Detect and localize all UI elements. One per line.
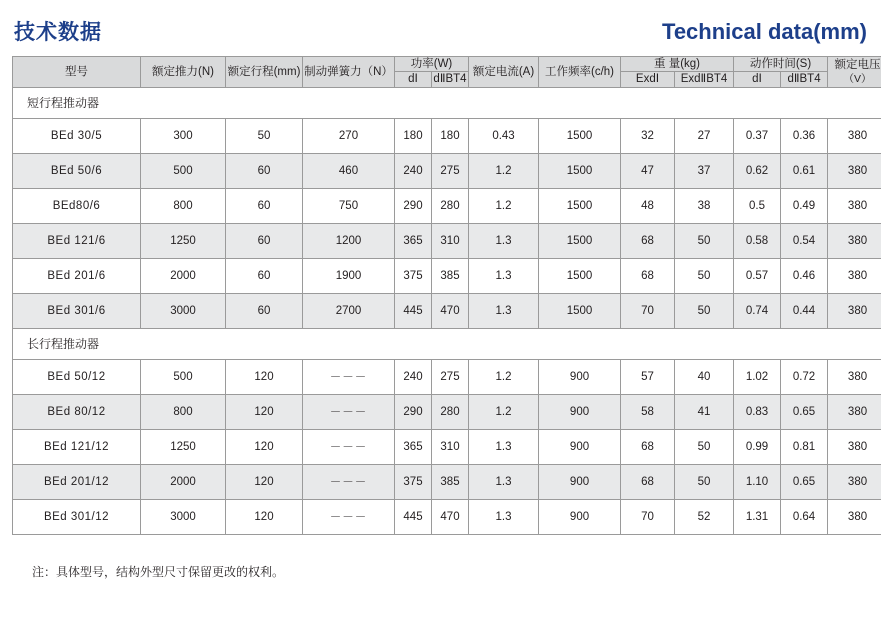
table-section-row bbox=[13, 328, 881, 359]
table-row bbox=[13, 499, 881, 534]
header-model: 型号 bbox=[13, 57, 141, 88]
header-brake-spring-force: 制动弹簧力（N） bbox=[303, 57, 395, 88]
header-rated-thrust: 额定推力(N) bbox=[141, 57, 226, 88]
cell-time-d1: 0.62 bbox=[734, 153, 781, 188]
cell-brake-spring-force: 2700 bbox=[303, 293, 395, 328]
cell-time-d1: 1.31 bbox=[734, 499, 781, 534]
cell-work-frequency: 900 bbox=[539, 429, 621, 464]
cell-rated-stroke: 120 bbox=[226, 429, 303, 464]
cell-rated-thrust: 300 bbox=[141, 118, 226, 153]
cell-time-d2: 0.81 bbox=[781, 429, 828, 464]
header-rated-voltage-main: 额定电压 bbox=[834, 59, 881, 72]
cell-rated-stroke: 60 bbox=[226, 293, 303, 328]
cell-model: BEd 121/6 bbox=[13, 223, 141, 258]
cell-brake-spring-force: －－－ bbox=[303, 429, 395, 464]
cell-work-frequency: 900 bbox=[539, 499, 621, 534]
cell-weight-exd1: 68 bbox=[621, 223, 675, 258]
cell-weight-exd1: 57 bbox=[621, 359, 675, 394]
table-row bbox=[13, 258, 881, 293]
cell-time-d2: 0.61 bbox=[781, 153, 828, 188]
header-rated-current: 额定电流(A) bbox=[469, 57, 539, 88]
cell-rated-current: 0.43 bbox=[469, 118, 539, 153]
cell-weight-exd1: 47 bbox=[621, 153, 675, 188]
cell-weight-exd2: 41 bbox=[675, 394, 734, 429]
cell-model: BEd 50/12 bbox=[13, 359, 141, 394]
cell-rated-voltage: 380 bbox=[828, 499, 881, 534]
cell-rated-thrust: 2000 bbox=[141, 464, 226, 499]
cell-weight-exd1: 68 bbox=[621, 429, 675, 464]
header-rated-voltage bbox=[828, 57, 881, 88]
table-row bbox=[13, 464, 881, 499]
cell-time-d2: 0.72 bbox=[781, 359, 828, 394]
page-title-cn: 技术数据 bbox=[14, 21, 102, 44]
cell-weight-exd2: 50 bbox=[675, 258, 734, 293]
cell-power-d2: 470 bbox=[432, 293, 469, 328]
header-time-d1: dⅠ bbox=[734, 72, 781, 87]
cell-rated-voltage: 380 bbox=[828, 293, 881, 328]
cell-weight-exd1: 68 bbox=[621, 464, 675, 499]
cell-brake-spring-force: －－－ bbox=[303, 499, 395, 534]
cell-rated-current: 1.3 bbox=[469, 223, 539, 258]
cell-power-d1: 290 bbox=[395, 188, 432, 223]
cell-work-frequency: 1500 bbox=[539, 223, 621, 258]
table-note: 注：具体型号，结构外型尺寸保留更改的权利。 bbox=[32, 564, 285, 579]
cell-power-d1: 290 bbox=[395, 394, 432, 429]
header-weight: 重 量(kg) bbox=[621, 57, 734, 72]
cell-rated-stroke: 120 bbox=[226, 499, 303, 534]
cell-work-frequency: 1500 bbox=[539, 293, 621, 328]
cell-power-d2: 180 bbox=[432, 118, 469, 153]
cell-work-frequency: 1500 bbox=[539, 118, 621, 153]
cell-power-d1: 445 bbox=[395, 293, 432, 328]
cell-weight-exd1: 32 bbox=[621, 118, 675, 153]
cell-work-frequency: 1500 bbox=[539, 188, 621, 223]
cell-weight-exd1: 68 bbox=[621, 258, 675, 293]
header-power: 功率(W) bbox=[395, 57, 469, 72]
cell-rated-stroke: 60 bbox=[226, 223, 303, 258]
cell-power-d2: 385 bbox=[432, 464, 469, 499]
table-row bbox=[13, 188, 881, 223]
cell-time-d2: 0.54 bbox=[781, 223, 828, 258]
cell-brake-spring-force: 1200 bbox=[303, 223, 395, 258]
cell-weight-exd1: 48 bbox=[621, 188, 675, 223]
cell-rated-stroke: 120 bbox=[226, 359, 303, 394]
cell-model: BEd 50/6 bbox=[13, 153, 141, 188]
cell-power-d2: 275 bbox=[432, 359, 469, 394]
header-time-d2: dⅡBT4 bbox=[781, 72, 828, 87]
cell-weight-exd1: 70 bbox=[621, 293, 675, 328]
header-action-time: 动作时间(S) bbox=[734, 57, 828, 72]
cell-rated-voltage: 380 bbox=[828, 258, 881, 293]
table-row bbox=[13, 359, 881, 394]
page-header bbox=[12, 0, 869, 56]
cell-time-d2: 0.46 bbox=[781, 258, 828, 293]
cell-time-d1: 1.02 bbox=[734, 359, 781, 394]
cell-rated-voltage: 380 bbox=[828, 394, 881, 429]
cell-rated-thrust: 1250 bbox=[141, 223, 226, 258]
cell-time-d2: 0.44 bbox=[781, 293, 828, 328]
cell-time-d1: 0.83 bbox=[734, 394, 781, 429]
cell-time-d1: 0.37 bbox=[734, 118, 781, 153]
header-rated-voltage-unit: （V） bbox=[843, 72, 872, 85]
cell-power-d1: 375 bbox=[395, 258, 432, 293]
header-rated-stroke: 额定行程(mm) bbox=[226, 57, 303, 88]
cell-rated-voltage: 380 bbox=[828, 118, 881, 153]
cell-rated-voltage: 380 bbox=[828, 188, 881, 223]
cell-rated-voltage: 380 bbox=[828, 223, 881, 258]
cell-power-d1: 365 bbox=[395, 429, 432, 464]
cell-time-d1: 0.99 bbox=[734, 429, 781, 464]
cell-rated-voltage: 380 bbox=[828, 359, 881, 394]
cell-power-d1: 180 bbox=[395, 118, 432, 153]
cell-model: BEd 80/12 bbox=[13, 394, 141, 429]
cell-power-d1: 240 bbox=[395, 153, 432, 188]
cell-time-d2: 0.64 bbox=[781, 499, 828, 534]
cell-power-d2: 385 bbox=[432, 258, 469, 293]
cell-rated-thrust: 2000 bbox=[141, 258, 226, 293]
table-row bbox=[13, 293, 881, 328]
cell-power-d1: 445 bbox=[395, 499, 432, 534]
table-section-label: 长行程推动器 bbox=[13, 328, 881, 359]
cell-rated-current: 1.3 bbox=[469, 499, 539, 534]
cell-rated-thrust: 500 bbox=[141, 359, 226, 394]
cell-rated-thrust: 1250 bbox=[141, 429, 226, 464]
table-row bbox=[13, 394, 881, 429]
cell-rated-stroke: 120 bbox=[226, 464, 303, 499]
cell-rated-stroke: 60 bbox=[226, 153, 303, 188]
cell-power-d1: 365 bbox=[395, 223, 432, 258]
table-row bbox=[13, 429, 881, 464]
table-section-label: 短行程推动器 bbox=[13, 87, 881, 118]
cell-weight-exd2: 50 bbox=[675, 223, 734, 258]
header-weight-exd2: ExdⅡBT4 bbox=[675, 72, 734, 87]
cell-weight-exd2: 50 bbox=[675, 464, 734, 499]
cell-model: BEd 201/6 bbox=[13, 258, 141, 293]
table-row bbox=[13, 223, 881, 258]
cell-time-d2: 0.49 bbox=[781, 188, 828, 223]
cell-model: BEd 201/12 bbox=[13, 464, 141, 499]
cell-rated-current: 1.2 bbox=[469, 153, 539, 188]
cell-work-frequency: 900 bbox=[539, 394, 621, 429]
cell-time-d2: 0.36 bbox=[781, 118, 828, 153]
cell-rated-voltage: 380 bbox=[828, 153, 881, 188]
cell-rated-thrust: 800 bbox=[141, 394, 226, 429]
cell-work-frequency: 900 bbox=[539, 359, 621, 394]
cell-brake-spring-force: －－－ bbox=[303, 464, 395, 499]
table-row bbox=[13, 118, 881, 153]
cell-rated-thrust: 3000 bbox=[141, 499, 226, 534]
cell-brake-spring-force: －－－ bbox=[303, 394, 395, 429]
cell-weight-exd2: 52 bbox=[675, 499, 734, 534]
cell-rated-current: 1.2 bbox=[469, 394, 539, 429]
table-row bbox=[13, 153, 881, 188]
cell-rated-current: 1.3 bbox=[469, 429, 539, 464]
cell-time-d1: 0.74 bbox=[734, 293, 781, 328]
header-weight-exd1: ExdⅠ bbox=[621, 72, 675, 87]
cell-brake-spring-force: 460 bbox=[303, 153, 395, 188]
header-work-frequency: 工作频率(c/h) bbox=[539, 57, 621, 88]
cell-power-d2: 470 bbox=[432, 499, 469, 534]
cell-rated-stroke: 60 bbox=[226, 258, 303, 293]
cell-work-frequency: 900 bbox=[539, 464, 621, 499]
cell-power-d2: 275 bbox=[432, 153, 469, 188]
cell-model: BEd 301/6 bbox=[13, 293, 141, 328]
cell-rated-current: 1.2 bbox=[469, 359, 539, 394]
cell-rated-current: 1.3 bbox=[469, 258, 539, 293]
cell-rated-thrust: 500 bbox=[141, 153, 226, 188]
cell-rated-current: 1.3 bbox=[469, 293, 539, 328]
cell-rated-current: 1.3 bbox=[469, 464, 539, 499]
cell-rated-thrust: 3000 bbox=[141, 293, 226, 328]
cell-power-d2: 310 bbox=[432, 223, 469, 258]
cell-brake-spring-force: 270 bbox=[303, 118, 395, 153]
cell-weight-exd1: 70 bbox=[621, 499, 675, 534]
cell-time-d1: 0.57 bbox=[734, 258, 781, 293]
cell-rated-stroke: 120 bbox=[226, 394, 303, 429]
cell-rated-current: 1.2 bbox=[469, 188, 539, 223]
cell-power-d2: 310 bbox=[432, 429, 469, 464]
cell-brake-spring-force: 1900 bbox=[303, 258, 395, 293]
cell-model: BEd 301/12 bbox=[13, 499, 141, 534]
cell-brake-spring-force: －－－ bbox=[303, 359, 395, 394]
cell-work-frequency: 1500 bbox=[539, 258, 621, 293]
cell-model: BEd 121/12 bbox=[13, 429, 141, 464]
cell-weight-exd2: 37 bbox=[675, 153, 734, 188]
cell-weight-exd2: 50 bbox=[675, 429, 734, 464]
table-section-row bbox=[13, 87, 881, 118]
cell-work-frequency: 1500 bbox=[539, 153, 621, 188]
cell-weight-exd2: 38 bbox=[675, 188, 734, 223]
table-header bbox=[13, 57, 881, 88]
cell-time-d2: 0.65 bbox=[781, 464, 828, 499]
cell-weight-exd2: 50 bbox=[675, 293, 734, 328]
cell-rated-voltage: 380 bbox=[828, 429, 881, 464]
cell-rated-stroke: 60 bbox=[226, 188, 303, 223]
cell-rated-voltage: 380 bbox=[828, 464, 881, 499]
cell-power-d2: 280 bbox=[432, 188, 469, 223]
cell-time-d1: 0.58 bbox=[734, 223, 781, 258]
cell-rated-stroke: 50 bbox=[226, 118, 303, 153]
page-title-en: Technical data(mm) bbox=[662, 19, 867, 44]
header-power-d1: dⅠ bbox=[395, 72, 432, 87]
header-power-d2: dⅡBT4 bbox=[433, 73, 467, 86]
cell-weight-exd2: 27 bbox=[675, 118, 734, 153]
cell-weight-exd1: 58 bbox=[621, 394, 675, 429]
cell-power-d2: 280 bbox=[432, 394, 469, 429]
cell-model: BEd80/6 bbox=[13, 188, 141, 223]
cell-model: BEd 30/5 bbox=[13, 118, 141, 153]
cell-power-d1: 240 bbox=[395, 359, 432, 394]
cell-power-d1: 375 bbox=[395, 464, 432, 499]
header-row-main bbox=[13, 57, 881, 72]
cell-rated-thrust: 800 bbox=[141, 188, 226, 223]
table-body bbox=[13, 87, 881, 534]
cell-weight-exd2: 40 bbox=[675, 359, 734, 394]
technical-data-table bbox=[12, 56, 881, 535]
cell-time-d1: 1.10 bbox=[734, 464, 781, 499]
cell-time-d1: 0.5 bbox=[734, 188, 781, 223]
cell-brake-spring-force: 750 bbox=[303, 188, 395, 223]
cell-time-d2: 0.65 bbox=[781, 394, 828, 429]
